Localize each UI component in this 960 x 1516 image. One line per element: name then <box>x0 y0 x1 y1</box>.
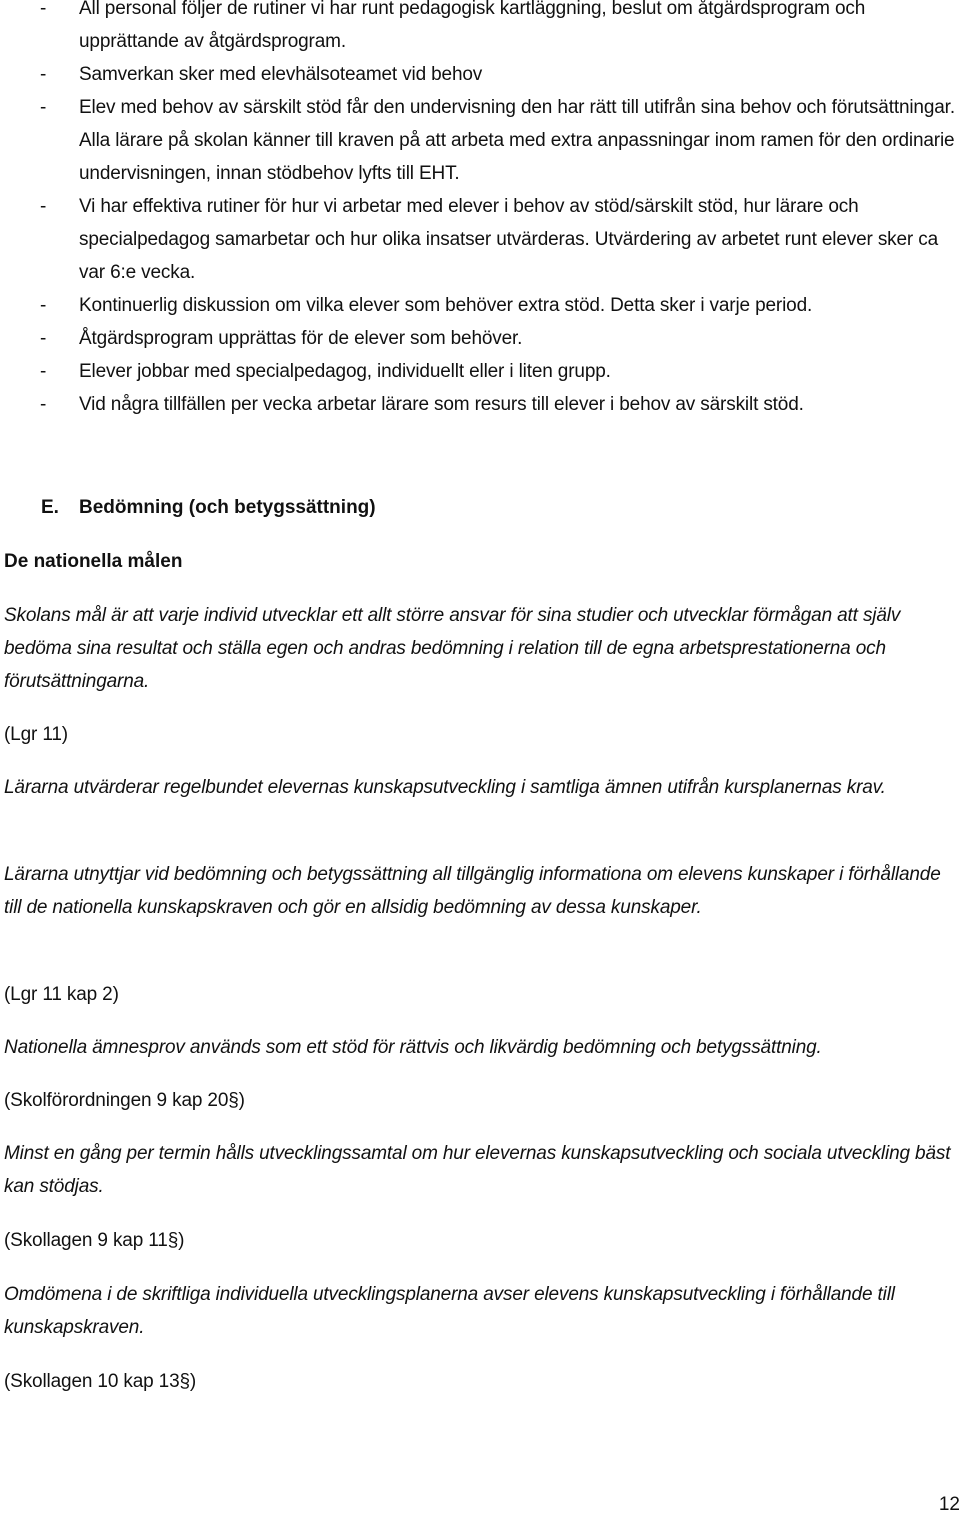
list-dash: - <box>40 328 47 349</box>
list-item <box>0 355 956 388</box>
curriculum-quote: Lärarna utvärderar regelbundet elevernas kunskapsutveckling i samtliga ämnen utifrån kursplanernas krav. <box>4 777 886 798</box>
list-item-text: Åtgärdsprogram upprättas för de elever som behöver. <box>79 328 523 349</box>
list-item-text: Samverkan sker med elevhälsoteamet vid behov <box>79 64 483 85</box>
list-item <box>0 289 956 322</box>
regulation-quote: Minst en gång per termin hålls utvecklingssamtal om hur elevernas kunskapsutveckling och sociala utveckling bäst kan stödjas. <box>4 1143 951 1197</box>
source-reference: (Lgr 11) <box>4 724 68 745</box>
list-dash: - <box>40 394 47 415</box>
list-item <box>0 322 956 355</box>
subsection-heading: De nationella målen <box>4 551 183 572</box>
page-number: 12 <box>938 1494 960 1515</box>
list-dash: - <box>40 361 47 382</box>
section-heading <box>41 495 376 521</box>
list-dash: - <box>40 196 47 217</box>
list-dash: - <box>40 0 47 19</box>
list-dash: - <box>40 295 47 316</box>
section-letter: E. <box>41 497 59 518</box>
list-item-text: All personal följer de rutiner vi har runt pedagogisk kartläggning, beslut om åtgärdsprogram och upprättande av åtgärdsprogram. <box>79 0 866 52</box>
source-reference: (Skollagen 9 kap 11§) <box>4 1230 185 1251</box>
curriculum-quote: Lärarna utnyttjar vid bedömning och betygssättning all tillgänglig informationa om elevens kunskaper i förhållande till de nationella kunskapskraven och gör en allsidig bedömning av dessa kunskaper. <box>4 864 941 918</box>
list-item-text: Elev med behov av särskilt stöd får den undervisning den har rätt till utifrån sina behov och förutsättningar. Alla lärare på skolan känner till kraven på att arbeta med extra anpassningar inom ramen för den ordinarie undervisningen, innan stödbehov lyfts till EHT. <box>79 97 955 184</box>
list-item <box>0 58 956 91</box>
list-item-text: Kontinuerlig diskussion om vilka elever som behöver extra stöd. Detta sker i varje period. <box>79 295 813 316</box>
list-dash: - <box>40 97 47 118</box>
source-reference: (Skollagen 10 kap 13§) <box>4 1371 197 1392</box>
list-item <box>0 91 956 190</box>
regulation-quote: Nationella ämnesprov används som ett stöd för rättvis och likvärdig bedömning och betygssättning. <box>4 1037 822 1058</box>
list-item-text: Vi har effektiva rutiner för hur vi arbetar med elever i behov av stöd/särskilt stöd, hur lärare och specialpedagog samarbetar och hur olika insatser utvärderas. Utvärdering av arbetet runt elever sker ca var 6:e vecka. <box>79 196 939 283</box>
list-item-text: Elever jobbar med specialpedagog, individuellt eller i liten grupp. <box>79 361 611 382</box>
list-item <box>0 388 956 421</box>
source-reference: (Skolförordningen 9 kap 20§) <box>4 1090 245 1111</box>
section-title: Bedömning (och betygssättning) <box>79 497 376 518</box>
source-reference: (Lgr 11 kap 2) <box>4 984 119 1005</box>
support-routines-list <box>0 0 956 421</box>
list-item <box>0 0 956 58</box>
list-item <box>0 190 956 289</box>
list-dash: - <box>40 64 47 85</box>
regulation-quote: Omdömena i de skriftliga individuella utvecklingsplanerna avser elevens kunskapsutveckling i förhållande till kunskapskraven. <box>4 1284 895 1338</box>
list-item-text: Vid några tillfällen per vecka arbetar lärare som resurs till elever i behov av särskilt stöd. <box>79 394 804 415</box>
curriculum-quote: Skolans mål är att varje individ utvecklar ett allt större ansvar för sina studier och utvecklar förmågan att själv bedöma sina resultat och ställa egen och andras bedömning i relation till de egna arbetsprestationerna och förutsättningarna. <box>4 605 901 692</box>
